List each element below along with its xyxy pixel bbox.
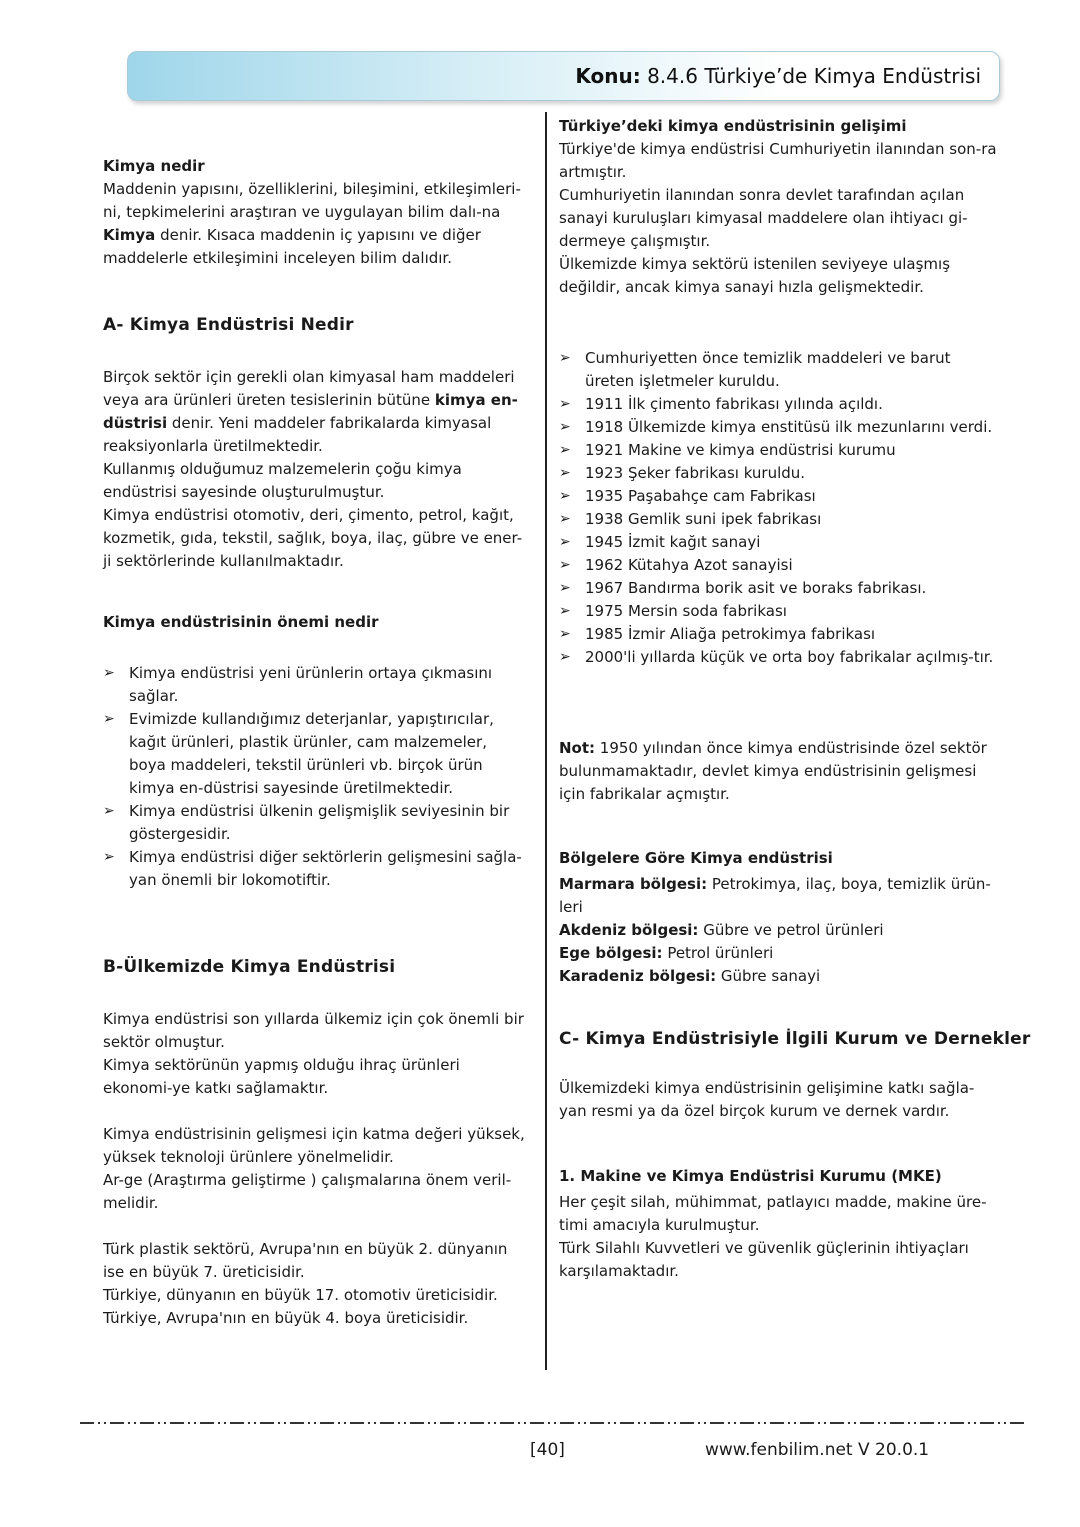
list-item: ➢ 1923 Şeker fabrikası kuruldu. [559, 462, 999, 485]
gelisim-heading: Türkiye’deki kimya endüstrisinin gelişimi [559, 117, 907, 135]
mke-p2: Türk Silahlı Kuvvetleri ve güvenlik güçlerinin ihtiyaçları karşılamaktadır. [559, 1239, 969, 1280]
list-item: ➢ 1975 Mersin soda fabrikası [559, 600, 999, 623]
section-c-body [559, 1077, 999, 1123]
kimya-nedir-text: Maddenin yapısını, özelliklerini, bileşimini, etkileşimleri-ni, tepkimelerini araştıran ve uygulayan bilim dalı-na Kimya denir. Kısaca maddenin iç yapısını ve diğer maddelerle etkileşimini inceleyen bilim dalıdır. [103, 180, 521, 267]
region-row: Marmara bölgesi: Petrokimya, ilaç, boya, temizlik ürün-leri [559, 875, 991, 916]
section-b-heading: B-Ülkemizde Kimya Endüstrisi [103, 957, 396, 977]
mke-heading: 1. Makine ve Kimya Endüstrisi Kurumu (MKE) [559, 1167, 942, 1185]
gelisim-p3: Ülkemizde kimya sektörü istenilen seviyeye ulaşmış değildir, ancak kimya sanayi hızla gelişmektedir. [559, 255, 951, 296]
column-divider [545, 112, 547, 1370]
section-b-p1: Kimya endüstrisi son yıllarda ülkemiz için çok önemli bir sektör olmuştur. [103, 1010, 524, 1051]
right-column [559, 0, 1031, 1400]
list-item: ➢ 1967 Bandırma borik asit ve boraks fabrikası. [559, 577, 999, 600]
section-a-p2: Kullanmış olduğumuz malzemelerin çoğu kimya endüstrisi sayesinde oluşturulmuştur. [103, 460, 462, 501]
note-text: 1950 yılından önce kimya endüstrisinde özel sektör bulunmamaktadır, devlet kimya endüstrisinin gelişmesi için fabrikalar açmıştır. [559, 739, 987, 803]
gelisim-p1: Türkiye'de kimya endüstrisi Cumhuriyetin ilanından son-ra artmıştır. [559, 140, 997, 181]
section-b-p5: Türk plastik sektörü, Avrupa'nın en büyük 2. dünyanın ise en büyük 7. üreticisidir. [103, 1240, 508, 1281]
section-a-body [103, 366, 528, 573]
topic-title: 8.4.6 Türkiye’de Kimya Endüstrisi [647, 64, 981, 88]
footer-site: www.fenbilim.net V 20.0.1 [705, 1440, 930, 1460]
topic-label: Konu: [575, 64, 641, 88]
section-b-p7: Türkiye, Avrupa'nın en büyük 4. boya üreticisidir. [103, 1309, 469, 1327]
region-row: Akdeniz bölgesi: Gübre ve petrol ürünleri [559, 921, 884, 939]
list-item: ➢ 1962 Kütahya Azot sanayisi [559, 554, 999, 577]
kimya-nedir-block [103, 155, 528, 270]
region-row: Karadeniz bölgesi: Gübre sanayi [559, 967, 821, 985]
gelisim-block [559, 115, 999, 299]
list-item: ➢ Evimizde kullandığımız deterjanlar, yapıştırıcılar, kağıt ürünleri, plastik ürünler, cam malzemeler, boya maddeleri, tekstil ürünleri vb. birçok ürün kimya en-düstrisi sayesinde üretilmektedir. [103, 708, 528, 800]
section-b-p3: Kimya endüstrisinin gelişmesi için katma değeri yüksek, yüksek teknoloji ürünlere yönelmelidir. [103, 1125, 525, 1166]
section-a-heading: A- Kimya Endüstrisi Nedir [103, 315, 354, 335]
section-c-heading: C- Kimya Endüstrisiyle İlgili Kurum ve Dernekler [559, 1029, 1031, 1049]
list-item: ➢ 1945 İzmit kağıt sanayi [559, 531, 999, 554]
gelisim-p2: Cumhuriyetin ilanından sonra devlet tarafından açılan sanayi kuruluşları kimyasal maddelere olan ihtiyacı gi-dermeye çalışmıştır. [559, 186, 968, 250]
section-c-p1: Ülkemizdeki kimya endüstrisinin gelişimine katkı sağla-yan resmi ya da özel birçok kurum ve dernek vardır. [559, 1079, 975, 1120]
list-item: ➢ 1911 İlk çimento fabrikası yılında açıldı. [559, 393, 999, 416]
list-item: ➢ Kimya endüstrisi diğer sektörlerin gelişmesini sağla-yan önemli bir lokomotiftir. [103, 846, 528, 892]
footer-divider [80, 1422, 1025, 1424]
list-item: ➢ 2000'li yıllarda küçük ve orta boy fabrikalar açılmış-tır. [559, 646, 999, 669]
list-item: ➢ Cumhuriyetten önce temizlik maddeleri ve barut üreten işletmeler kuruldu. [559, 347, 999, 393]
list-item: ➢ 1938 Gemlik suni ipek fabrikası [559, 508, 999, 531]
mke-block [559, 1165, 999, 1283]
list-item: ➢ Kimya endüstrisi ülkenin gelişmişlik seviyesinin bir göstergesidir. [103, 800, 528, 846]
region-row: Ege bölgesi: Petrol ürünleri [559, 944, 774, 962]
onem-heading: Kimya endüstrisinin önemi nedir [103, 613, 379, 631]
note-block [559, 737, 999, 806]
bolgeler-heading: Bölgelere Göre Kimya endüstrisi [559, 849, 833, 867]
mke-p1: Her çeşit silah, mühimmat, patlayıcı madde, makine üre-timi amacıyla kurulmuştur. [559, 1193, 987, 1234]
timeline-list [559, 347, 999, 669]
bolgeler-block [559, 847, 999, 988]
list-item: ➢ 1935 Paşabahçe cam Fabrikası [559, 485, 999, 508]
section-b-p6: Türkiye, dünyanın en büyük 17. otomotiv üreticisidir. [103, 1286, 498, 1304]
section-b-p4: Ar-ge (Araştırma geliştirme ) çalışmalarına önem veril-melidir. [103, 1171, 512, 1212]
list-item: ➢ 1921 Makine ve kimya endüstrisi kurumu [559, 439, 999, 462]
list-item: ➢ 1918 Ülkemizde kimya enstitüsü ilk mezunlarını verdi. [559, 416, 999, 439]
page-number: [40] [530, 1440, 565, 1460]
section-a-p1: Birçok sektör için gerekli olan kimyasal ham maddeleri veya ara ürünleri üreten tesislerinin bütüne kimya en-düstrisi denir. Yeni maddeler fabrikalarda kimyasal reaksiyonlarla üretilmektedir. [103, 368, 518, 455]
list-item: ➢ Kimya endüstrisi yeni ürünlerin ortaya çıkmasını sağlar. [103, 662, 528, 708]
note-label: Not: [559, 739, 596, 757]
onem-list [103, 662, 528, 892]
kimya-nedir-heading: Kimya nedir [103, 157, 205, 175]
section-a-p3: Kimya endüstrisi otomotiv, deri, çimento, petrol, kağıt, kozmetik, gıda, tekstil, sağlık, boya, ilaç, gübre ve ener-ji sektörlerinde kullanılmaktadır. [103, 506, 523, 570]
list-item: ➢ 1985 İzmir Aliağa petrokimya fabrikası [559, 623, 999, 646]
section-b-body [103, 1008, 528, 1330]
section-b-p2: Kimya sektörünün yapmış olduğu ihraç ürünleri ekonomi-ye katkı sağlamaktır. [103, 1056, 460, 1097]
left-column [103, 0, 528, 1400]
